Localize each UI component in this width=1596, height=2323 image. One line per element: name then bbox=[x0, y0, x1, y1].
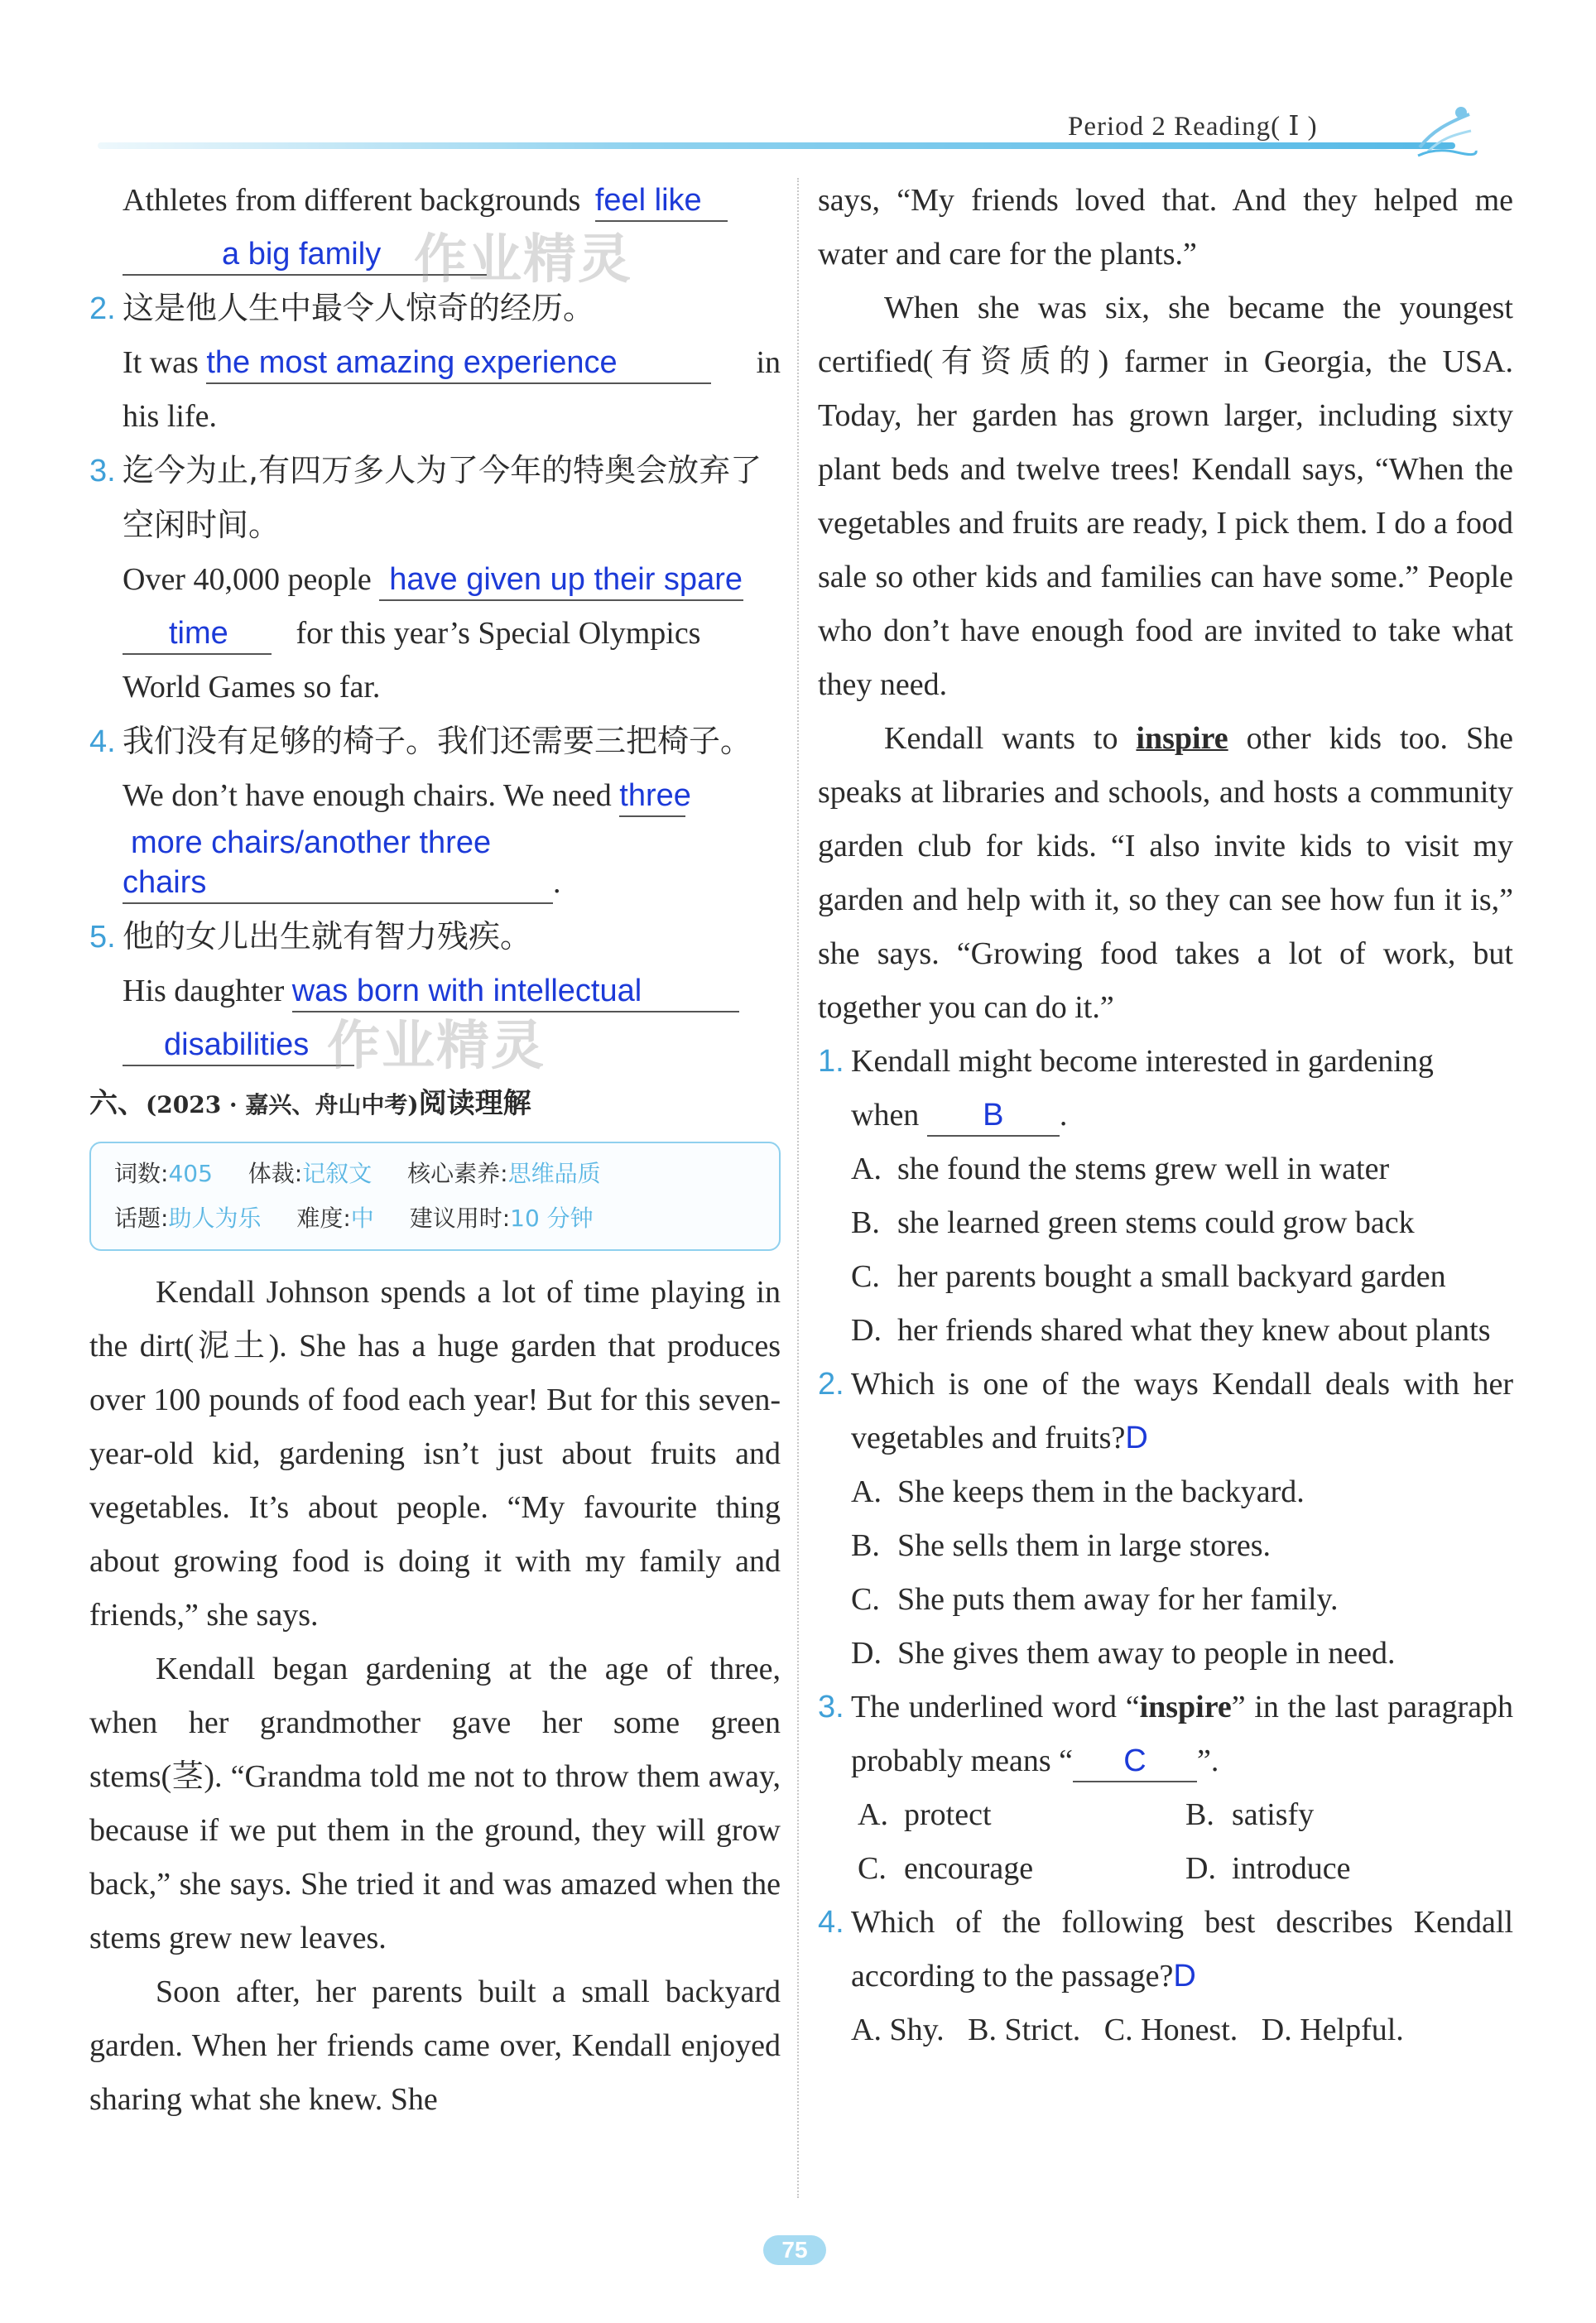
swimmer-icon bbox=[1411, 98, 1478, 164]
time-label: 建议用时: bbox=[409, 1205, 511, 1232]
option-text: She sells them in large stores. bbox=[897, 1528, 1272, 1563]
option-label: D. bbox=[851, 1313, 882, 1348]
info-row-1 bbox=[114, 1152, 756, 1196]
option-label: D. bbox=[1185, 1851, 1216, 1886]
q2-prefix: It was bbox=[123, 345, 199, 380]
mc2-option-c bbox=[818, 1573, 1513, 1627]
option-text: her friends shared what they knew about plants bbox=[897, 1313, 1491, 1348]
option-text: encourage bbox=[904, 1851, 1034, 1886]
q2-chinese: 这是他人生中最令人惊奇的经历。 bbox=[123, 290, 595, 326]
wordcount-label: 词数: bbox=[114, 1160, 169, 1187]
q2-tail: his life. bbox=[123, 399, 217, 434]
option-label: C. bbox=[851, 1582, 880, 1617]
option-text: She puts them away for her family. bbox=[897, 1582, 1339, 1617]
info-box bbox=[89, 1142, 781, 1251]
section-prefix: 六、 bbox=[89, 1087, 146, 1120]
option-label: A. bbox=[851, 1474, 882, 1509]
mc1-option-c bbox=[818, 1250, 1513, 1304]
passage-paragraph-4: When she was six, she became the youngest certified(有资质的) farmer in Georgia, the USA. Today, her garden has grown larger, including sixty plant beds and twelve trees! Kendall says, “When the vegetables and fruits are ready, I pick them. I do a food sale so other kids and families can have some.” People who don’t have enough food are invited to take what they need. bbox=[818, 291, 1513, 702]
q4-english bbox=[89, 769, 781, 823]
option-text: protect bbox=[904, 1797, 992, 1832]
topic-value: 助人为乐 bbox=[168, 1205, 262, 1232]
q4-answer-1: three bbox=[619, 778, 691, 813]
option-text: her parents bought a small backyard garden bbox=[897, 1259, 1446, 1294]
time-value: 10 分钟 bbox=[510, 1205, 594, 1232]
info-row-2 bbox=[114, 1196, 756, 1241]
mc3-options-row-1 bbox=[818, 1788, 1513, 1842]
q3-english bbox=[89, 553, 781, 607]
q2-english bbox=[89, 336, 781, 390]
page-header-title: Period 2 Reading( Ⅰ ) bbox=[1068, 112, 1318, 142]
option-label: B. bbox=[1185, 1797, 1214, 1832]
q5-chinese: 他的女儿出生就有智力残疾。 bbox=[123, 918, 532, 955]
option-text: She gives them away to people in need. bbox=[897, 1636, 1396, 1671]
left-column bbox=[89, 174, 781, 2127]
wordcount-value: 405 bbox=[168, 1160, 213, 1187]
question-5 bbox=[89, 910, 781, 964]
mc1-stem: Kendall might become interested in gardening bbox=[851, 1044, 1434, 1079]
para5-post: other kids too. She speaks at libraries and schools, and hosts a community garden club for kids. “I also invite kids to visit my garden and help with it, so they can see how fun it is,” she says. “Growing food takes a lot of work, but together you can do it.” bbox=[818, 721, 1513, 1025]
q5-answer-1: was born with intellectual bbox=[291, 974, 642, 1008]
watermark-2: 作业精灵 bbox=[327, 1016, 546, 1077]
question-4 bbox=[89, 714, 781, 769]
topic-label: 话题: bbox=[114, 1205, 169, 1232]
mc3-option-c bbox=[858, 1842, 1185, 1896]
q4-chinese: 我们没有足够的椅子。我们还需要三把椅子。 bbox=[123, 723, 752, 759]
section-name: 阅读理解 bbox=[418, 1087, 531, 1120]
watermark-1: 作业精灵 bbox=[414, 229, 632, 291]
mc2-answer: D bbox=[1125, 1421, 1148, 1455]
mc3-stem-pre: The underlined word “ bbox=[851, 1690, 1140, 1724]
mc2-stem: Which is one of the ways Kendall deals with her vegetables and fruits? bbox=[851, 1367, 1513, 1455]
mc3-options-row-2 bbox=[818, 1842, 1513, 1896]
q3-chinese: 迄今为止,有四万多人为了今年的特奥会放弃了空闲时间。 bbox=[123, 452, 762, 543]
option-label: C. bbox=[858, 1851, 887, 1886]
mc-question-4 bbox=[818, 1896, 1513, 2057]
mc1-option-d bbox=[818, 1304, 1513, 1358]
right-column bbox=[818, 174, 1513, 2057]
mc-question-1 bbox=[818, 1035, 1513, 1358]
q4-end: . bbox=[553, 865, 561, 900]
mc-question-3 bbox=[818, 1681, 1513, 1896]
mc3-stem-end: ”. bbox=[1197, 1743, 1219, 1778]
mc3-stem-mid: ” in the last paragraph probably means “ bbox=[851, 1690, 1513, 1778]
core-label: 核心素养: bbox=[407, 1160, 508, 1187]
genre-value: 记叙文 bbox=[302, 1160, 373, 1187]
option-text: introduce bbox=[1232, 1851, 1351, 1886]
q2-post: in bbox=[756, 345, 781, 380]
q2-number: 2. bbox=[89, 291, 116, 326]
q4-prefix: We don’t have enough chairs. We need bbox=[123, 778, 612, 813]
q5-number: 5. bbox=[89, 920, 116, 955]
option-text: she found the stems grew well in water bbox=[897, 1152, 1390, 1186]
mc2-option-a bbox=[818, 1465, 1513, 1519]
mc3-number: 3. bbox=[818, 1690, 844, 1724]
option-label: B. bbox=[851, 1205, 880, 1240]
mc4-stem: Which of the following best describes Kendall according to the passage? bbox=[851, 1905, 1513, 1994]
mc3-option-d bbox=[1185, 1842, 1513, 1896]
q3-answer-1: have given up their spare bbox=[389, 562, 743, 597]
option-label: C. bbox=[851, 1259, 880, 1294]
mc-question-2 bbox=[818, 1358, 1513, 1681]
q3-post: for this year’s Special Olympics bbox=[296, 616, 701, 651]
mc1-number: 1. bbox=[818, 1044, 844, 1079]
q3-answer-2: time bbox=[169, 616, 228, 651]
passage-paragraph-5 bbox=[818, 712, 1513, 1035]
q2-answer: the most amazing experience bbox=[206, 345, 618, 380]
header-rule bbox=[98, 142, 1455, 149]
underlined-word-inspire: inspire bbox=[1136, 721, 1228, 756]
question-3 bbox=[89, 444, 781, 553]
option-label: B. bbox=[851, 1528, 880, 1563]
mc4-options: A. Shy. B. Strict. C. Honest. D. Helpful. bbox=[851, 2013, 1404, 2047]
option-text: satisfy bbox=[1232, 1797, 1315, 1832]
mc4-number: 4. bbox=[818, 1905, 844, 1940]
q4-answer-2: more chairs/another three chairs bbox=[123, 825, 492, 900]
q3-number: 3. bbox=[89, 454, 116, 488]
difficulty-label: 难度: bbox=[296, 1205, 351, 1232]
mc1-answer: B bbox=[983, 1098, 1004, 1133]
q5-answer-2: disabilities bbox=[164, 1027, 310, 1062]
genre-label: 体裁: bbox=[248, 1160, 303, 1187]
mc1-option-b bbox=[818, 1196, 1513, 1250]
mc2-option-d bbox=[818, 1627, 1513, 1681]
option-label: A. bbox=[858, 1797, 888, 1832]
mc3-option-a bbox=[858, 1788, 1185, 1842]
option-label: D. bbox=[851, 1636, 882, 1671]
mc3-option-b bbox=[1185, 1788, 1513, 1842]
q3-tail: World Games so far. bbox=[123, 670, 381, 705]
mc2-number: 2. bbox=[818, 1367, 844, 1402]
q5-prefix: His daughter bbox=[123, 974, 285, 1008]
item1-answer-2: a big family bbox=[222, 237, 382, 272]
q3-prefix: Over 40,000 people bbox=[123, 562, 372, 597]
passage-paragraph-2: Kendall began gardening at the age of three, when her grandmother gave her some green stems(茎). “Grandma told me not to throw them away, because if we put them in the ground, they will grow back,” she says. She tried it and was amazed when the stems grew new leaves. bbox=[89, 1652, 781, 1955]
option-label: A. bbox=[851, 1152, 882, 1186]
difficulty-value: 中 bbox=[350, 1205, 374, 1232]
page-number: 75 bbox=[763, 2235, 826, 2265]
mc3-word: inspire bbox=[1139, 1690, 1232, 1724]
mc1-option-a bbox=[818, 1142, 1513, 1196]
passage-paragraph-1: Kendall Johnson spends a lot of time playing in the dirt(泥土). She has a huge garden that produces over 100 pounds of food each year! But for this seven-year-old kid, gardening isn’t just about fruits and vegetables. It’s about people. “My favourite thing about growing food is doing it with my family and friends,” she says. bbox=[89, 1275, 781, 1633]
core-value: 思维品质 bbox=[507, 1160, 601, 1187]
item1-answer-1: feel like bbox=[594, 183, 702, 218]
q4-number: 4. bbox=[89, 724, 116, 759]
mc1-stem-2: when bbox=[851, 1098, 920, 1133]
mc4-answer: D bbox=[1173, 1959, 1196, 1994]
column-divider bbox=[797, 178, 799, 2198]
passage-paragraph-3: Soon after, her parents built a small backyard garden. When her friends came over, Kendall enjoyed sharing what she knew. She bbox=[89, 1974, 781, 2117]
option-text: she learned green stems could grow back bbox=[897, 1205, 1415, 1240]
para5-pre: Kendall wants to bbox=[884, 721, 1118, 756]
section-year: (2023 · 嘉兴、舟山中考) bbox=[146, 1091, 419, 1118]
item1-text: Athletes from different backgrounds bbox=[123, 183, 581, 218]
mc3-answer: C bbox=[1123, 1743, 1147, 1778]
option-text: She keeps them in the backyard. bbox=[897, 1474, 1305, 1509]
mc1-end: . bbox=[1059, 1098, 1068, 1133]
mc2-option-b bbox=[818, 1519, 1513, 1573]
q3-english-line2 bbox=[89, 607, 781, 661]
passage-paragraph-3-cont: says, “My friends loved that. And they helped me water and care for the plants.” bbox=[818, 183, 1513, 272]
q4-english-line2 bbox=[89, 823, 781, 910]
section-title bbox=[89, 1077, 781, 1132]
